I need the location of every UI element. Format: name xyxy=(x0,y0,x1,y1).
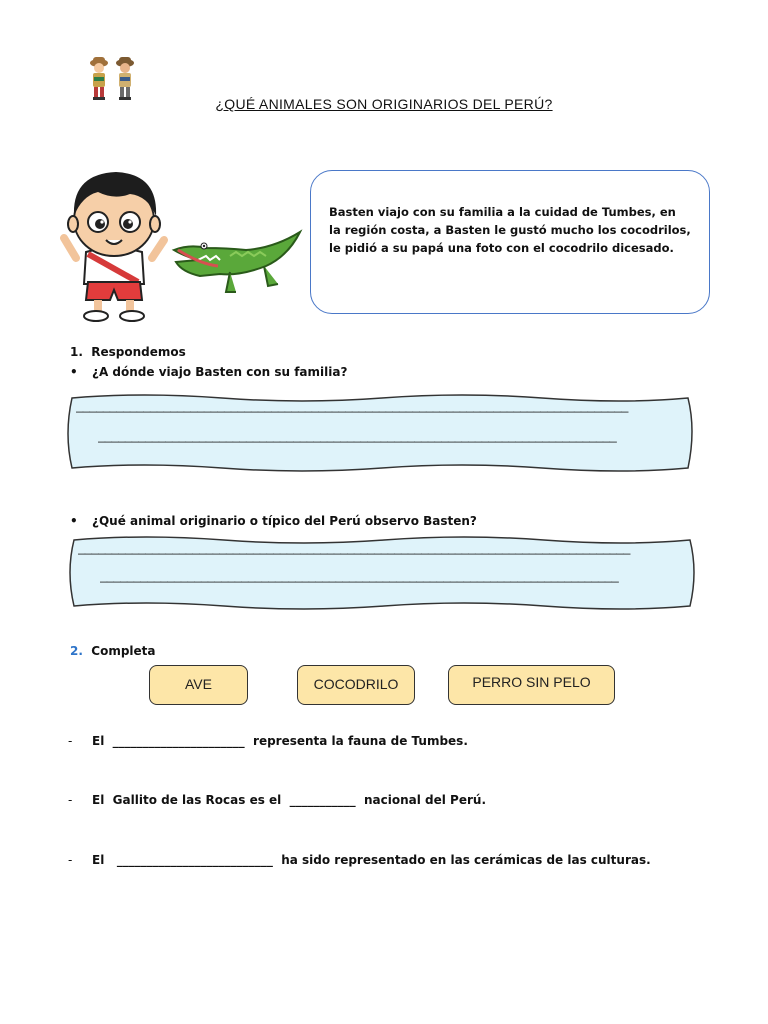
section-2-title: Completa xyxy=(91,644,156,658)
sentence-3 xyxy=(68,853,651,867)
answer-line[interactable]: __________________________________________________________________________________ xyxy=(78,540,630,555)
dash: - xyxy=(68,734,73,748)
word-option-cocodrilo[interactable]: COCODRILO xyxy=(297,665,415,705)
bullet: • xyxy=(70,365,78,379)
sentence-1-text: El ______________________ representa la fauna de Tumbes. xyxy=(92,734,468,748)
story-box xyxy=(310,170,710,314)
sentence-2 xyxy=(68,793,486,807)
word-option-perro-sin-pelo[interactable]: PERRO SIN PELO xyxy=(448,665,615,705)
question-1-text: ¿A dónde viajo Basten con su familia? xyxy=(92,365,348,379)
question-2-text: ¿Qué animal originario o típico del Perú observo Basten? xyxy=(92,514,477,528)
bullet: • xyxy=(70,514,78,528)
question-1 xyxy=(70,365,347,379)
sentence-2-text: El Gallito de las Rocas es el ___________ nacional del Perú. xyxy=(92,793,487,807)
section-1-title: Respondemos xyxy=(91,345,186,359)
sentence-3-text: El __________________________ ha sido representado en las cerámicas de las culturas. xyxy=(92,853,651,867)
answer-line[interactable]: _____________________________________________________________________________ xyxy=(100,568,619,583)
word-option-ave[interactable]: AVE xyxy=(149,665,248,705)
answer-line[interactable]: _____________________________________________________________________________ xyxy=(98,428,617,443)
section-1-number: 1. xyxy=(70,345,83,359)
answer-line[interactable]: __________________________________________________________________________________ xyxy=(76,398,628,413)
question-2 xyxy=(70,514,477,528)
boy-illustration xyxy=(58,166,170,322)
section-2-number: 2. xyxy=(70,644,83,658)
section-2-heading xyxy=(70,644,156,658)
sentence-1 xyxy=(68,734,468,748)
dash: - xyxy=(68,853,73,867)
section-1-heading xyxy=(70,345,186,359)
dash: - xyxy=(68,793,73,807)
crocodile-illustration xyxy=(170,226,306,306)
page-title: ¿QUÉ ANIMALES SON ORIGINARIOS DEL PERÚ? xyxy=(215,96,553,112)
story-text: Basten viajo con su familia a la cuidad de Tumbes, en la región costa, a Basten le gustó mucho los cocodrilos, le pidió a su papá una foto con el cocodrilo dicesado. xyxy=(329,205,691,255)
